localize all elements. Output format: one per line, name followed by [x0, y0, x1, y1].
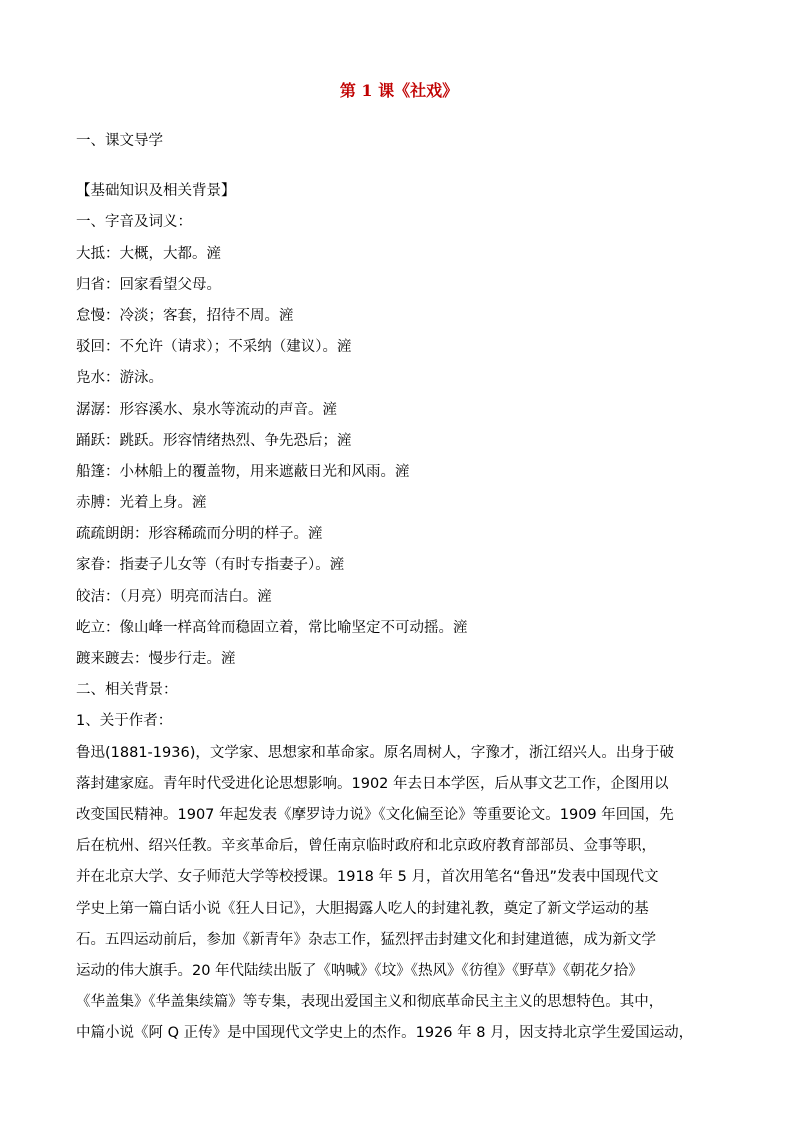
paragraph-line: 落封建家庭。青年时代受进化论思想影响。1902 年去日本学医，后从事文艺工作，企图用以: [76, 775, 669, 792]
section-heading-guide: 一、课文导学: [76, 133, 163, 149]
vocab-item: 家眷：指妻子儿女等（有时专指妻子）。滻: [76, 557, 345, 574]
vocab-item: 屹立：像山峰一样高耸而稳固立着，常比喻坚定不可动摇。滻: [76, 619, 468, 636]
vocab-item: 疏疏朗朗：形容稀疏而分明的样子。滻: [76, 526, 323, 543]
basics-heading: 【基础知识及相关背景】: [76, 183, 236, 200]
vocab-item: 大抵：大概，大都。滻: [76, 245, 221, 262]
vocab-item: 归省：回家看望父母。: [76, 276, 221, 293]
paragraph-line: 《华盖集》《华盖集续篇》等专集，表现出爱国主义和彻底革命民主主义的思想特色。其中，: [76, 994, 664, 1011]
vocab-item: 踱来踱去：慢步行走。滻: [76, 651, 236, 667]
paragraph-line: 石。五四运动前后，参加《新青年》杂志工作，猛烈抨击封建文化和封建道德，成为新文学: [76, 931, 656, 948]
vocab-heading: 一、字音及词义：: [76, 214, 192, 231]
spacer: [76, 157, 722, 176]
paragraph-line: 鲁迅(1881-1936)，文学家、思想家和革命家。原名周树人，字豫才，浙江绍兴人。出身于破: [76, 744, 674, 761]
page-title: 第 1 课《社戏》: [339, 81, 459, 100]
author-heading: 1、关于作者：: [76, 713, 173, 730]
vocab-item: 凫水：游泳。: [76, 370, 163, 387]
vocab-item: 踊跃：跳跃。形容情绪热烈、争先恐后；滻: [76, 432, 352, 449]
paragraph-line: 并在北京大学、女子师范大学等校授课。1918 年 5 月，首次用笔名“鲁迅”发表中国现代文: [76, 869, 659, 886]
vocab-item: 船篷：小林船上的覆盖物，用来遮蔽日光和风雨。滻: [76, 463, 410, 480]
vocab-item: 皎洁：（月亮）明亮而洁白。滻: [76, 588, 272, 605]
author-paragraph: [76, 738, 722, 1050]
vocab-item: 驳回：不允许（请求）；不采纳（建议）。滻: [76, 339, 352, 356]
paragraph-line: 学史上第一篇白话小说《狂人日记》，大胆揭露人吃人的封建礼教，奠定了新文学运动的基: [76, 900, 649, 917]
vocab-item: 赤膊：光着上身。滻: [76, 495, 207, 512]
background-heading: 二、相关背景：: [76, 682, 178, 699]
vocab-item: 潺潺：形容溪水、泉水等流动的声音。滻: [76, 401, 337, 418]
vocab-list: [76, 239, 722, 676]
paragraph-line: 中篇小说《阿 Q 正传》是中国现代文学史上的杰作。1926 年 8 月，因支持北京学生爱国运动，: [76, 1025, 694, 1042]
paragraph-line: 后在杭州、绍兴任教。辛亥革命后，曾任南京临时政府和北京政府教育部部员、佥事等职，: [76, 838, 656, 855]
paragraph-line: 改变国民精神。1907 年起发表《摩罗诗力说》《文化偏至论》等重要论文。1909 年回国，先: [76, 806, 674, 823]
document-page: [76, 76, 722, 1049]
vocab-item: 怠慢：冷淡；客套，招待不周。滻: [76, 307, 294, 324]
paragraph-line: 运动的伟大旗手。20 年代陆续出版了《呐喊》《坟》《热风》《彷徨》《野草》《朝花夕拾》: [76, 962, 643, 979]
